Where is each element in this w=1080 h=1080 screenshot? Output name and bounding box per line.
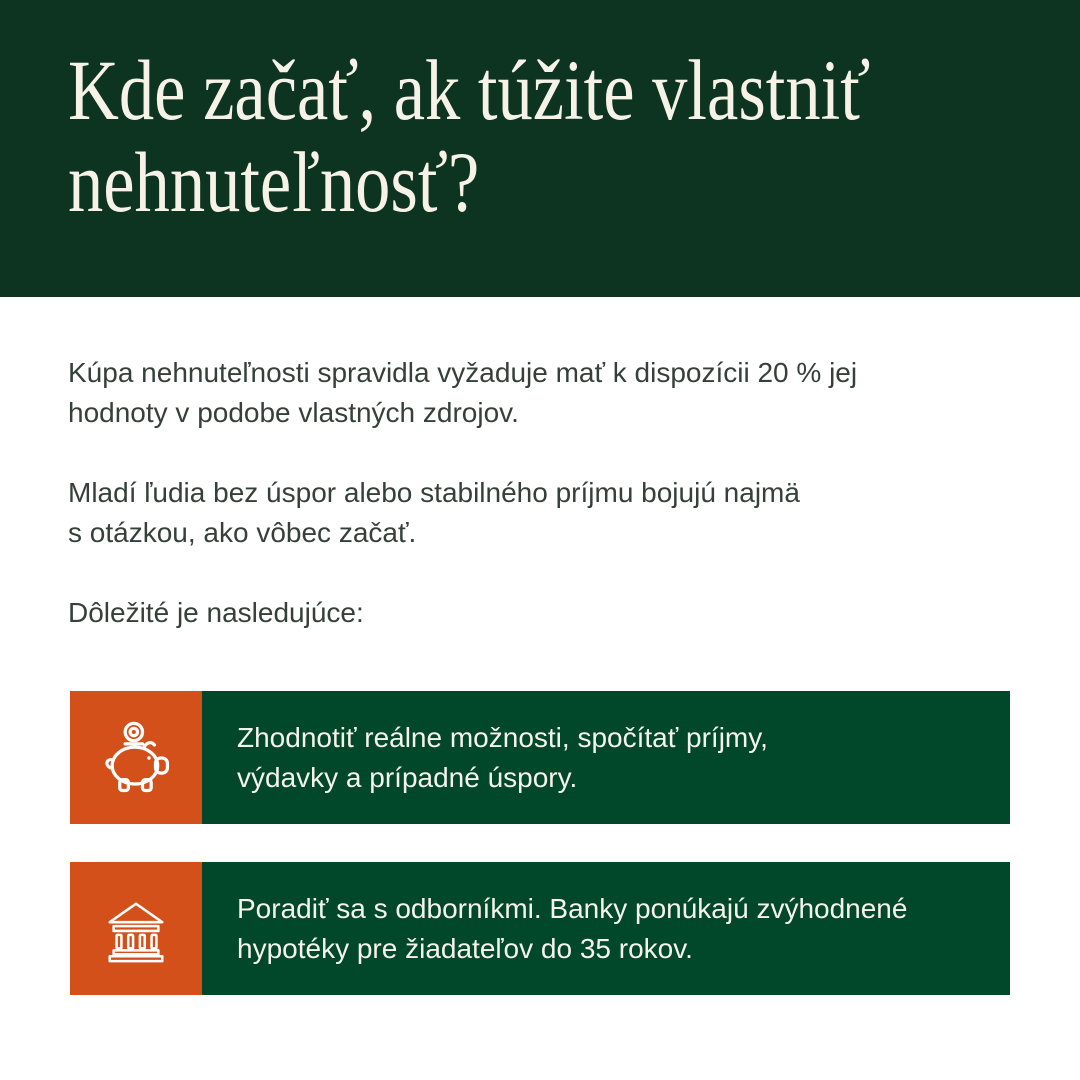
step-card-bank-advice xyxy=(70,862,1010,995)
intro-paragraph xyxy=(68,593,1020,633)
step-text-line: výdavky a prípadné úspory. xyxy=(237,761,578,793)
step-text xyxy=(202,862,1010,995)
poster-title-line: Kde začať, ak túžite vlastniť xyxy=(68,42,871,138)
intro-paragraph xyxy=(68,473,1020,553)
poster-title xyxy=(68,42,871,230)
paragraph-line: Dôležité je nasledujúce: xyxy=(68,597,364,628)
step-text xyxy=(202,691,1010,824)
step-icon-box xyxy=(70,691,202,824)
paragraph-line: Mladí ľudia bez úspor alebo stabilného príjmu bojujú najmä xyxy=(68,477,800,508)
step-card-savings xyxy=(70,691,1010,824)
poster-title-line: nehnuteľnosť? xyxy=(68,134,480,230)
piggy-bank-icon xyxy=(97,719,175,797)
step-text-line: Poradiť sa s odborníkmi. Banky ponúkajú zvýhodnené xyxy=(237,892,908,924)
bank-building-icon xyxy=(101,894,171,964)
paragraph-line: s otázkou, ako vôbec začať. xyxy=(68,517,417,548)
step-text-line: Zhodnotiť reálne možnosti, spočítať príjmy, xyxy=(237,721,768,753)
step-text-line: hypotéky pre žiadateľov do 35 rokov. xyxy=(237,932,693,964)
paragraph-line: hodnoty v podobe vlastných zdrojov. xyxy=(68,397,519,428)
intro-section xyxy=(68,353,1020,633)
steps-list xyxy=(70,691,1010,1033)
paragraph-line: Kúpa nehnuteľnosti spravidla vyžaduje mať k dispozícii 20 % jej xyxy=(68,357,858,388)
intro-paragraph xyxy=(68,353,1020,433)
step-icon-box xyxy=(70,862,202,995)
header-banner xyxy=(0,0,1080,297)
